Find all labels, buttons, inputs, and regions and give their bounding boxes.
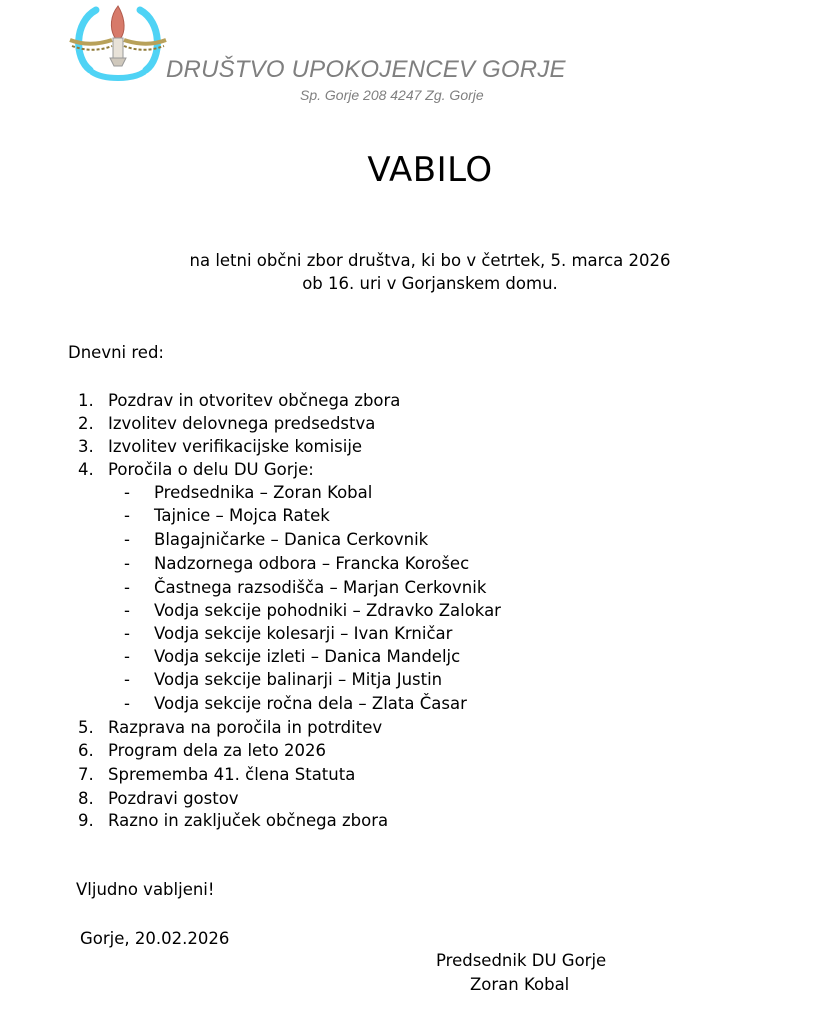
signature-name: Zoran Kobal [470,975,570,994]
agenda-item-text: Izvolitev delovnega predsedstva [108,414,376,433]
subitem-text: Vodja sekcije pohodniki – Zdravko Zalokar [154,601,501,620]
subitem-dash: - [124,483,130,502]
organization-name: DRUŠTVO UPOKOJENCEV GORJE [166,56,566,83]
agenda-item-text: Sprememba 41. člena Statuta [108,765,356,784]
agenda-item-number: 1. [78,391,94,410]
agenda-label: Dnevni red: [68,343,164,362]
document-title: VABILO [367,150,493,190]
agenda-item-text: Pozdravi gostov [108,789,239,808]
subitem-text: Vodja sekcije izleti – Danica Mandeljc [154,647,461,666]
subitem-text: Vodja sekcije ročna dela – Zlata Časar [154,694,467,713]
subitem-dash: - [124,647,130,666]
subitem-dash: - [124,601,130,620]
torch-wreath-logo-icon [66,0,170,82]
subitem-dash: - [124,506,130,525]
subitem-dash: - [124,554,130,573]
subitem-dash: - [124,530,130,549]
organization-address: Sp. Gorje 208 4247 Zg. Gorje [300,87,484,103]
subitem-text: Predsednika – Zoran Kobal [154,483,373,502]
agenda-item-text: Poročila o delu DU Gorje: [108,460,314,479]
subitem-text: Blagajničarke – Danica Cerkovnik [154,530,429,549]
agenda-item-text: Razprava na poročila in potrditev [108,718,383,737]
agenda-item-number: 4. [78,460,94,479]
agenda-item-text: Izvolitev verifikacijske komisije [108,437,363,456]
signature-role: Predsednik DU Gorje [436,951,607,970]
subitem-text: Nadzornega odbora – Francka Korošec [154,554,470,573]
subitem-text: Vodja sekcije balinarji – Mitja Justin [154,670,443,689]
intro-line: na letni občni zbor društva, ki bo v četrtek, 5. marca 2026 [189,251,671,270]
agenda-item-number: 8. [78,789,94,808]
subitem-dash: - [124,694,130,713]
agenda-item-text: Razno in zaključek občnega zbora [108,811,389,830]
agenda-item-number: 6. [78,741,94,760]
agenda-item-text: Program dela za leto 2026 [108,741,326,760]
subitem-text: Vodja sekcije kolesarji – Ivan Krničar [154,624,453,643]
agenda-item-number: 7. [78,765,94,784]
closing-text: Vljudno vabljeni! [76,880,215,899]
intro-line: ob 16. uri v Gorjanskem domu. [302,274,558,293]
agenda-item-number: 2. [78,414,94,433]
agenda-item-number: 5. [78,718,94,737]
agenda-item-number: 3. [78,437,94,456]
invitation-intro [0,249,823,295]
subitem-dash: - [124,578,130,597]
agenda-item-number: 9. [78,811,94,830]
agenda-item-text: Pozdrav in otvoritev občnega zbora [108,391,401,410]
subitem-text: Častnega razsodišča – Marjan Cerkovnik [154,578,487,597]
subitem-dash: - [124,670,130,689]
subitem-dash: - [124,624,130,643]
place-date: Gorje, 20.02.2026 [80,929,230,948]
subitem-text: Tajnice – Mojca Ratek [154,506,330,525]
